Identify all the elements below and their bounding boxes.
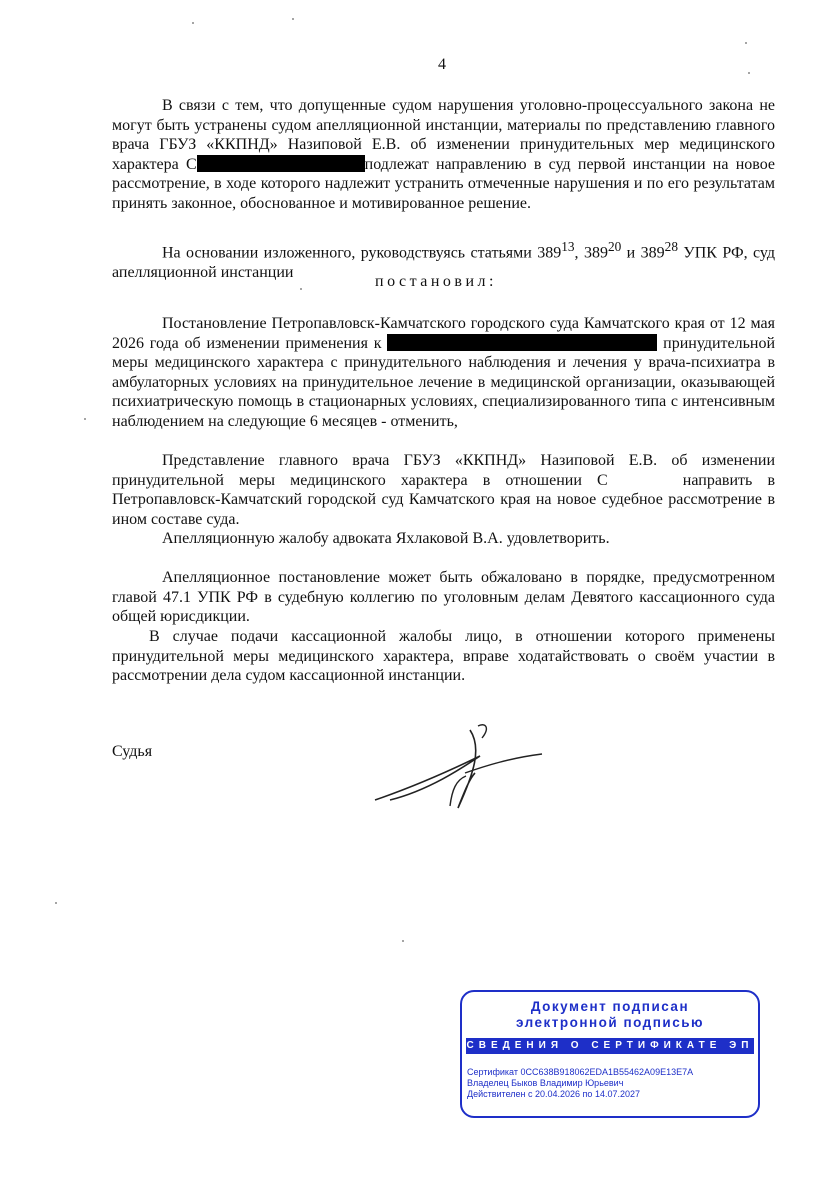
paragraph-cassation: В случае подачи кассационной жалобы лицо, в отношении которого применены принудительной меры медицинского характера, вправе ходатайствовать о своём участии в рассмотрении дела судом кассационной инстанции.: [112, 628, 775, 684]
article-sup-2: 20: [607, 239, 622, 254]
scan-speck: [292, 18, 294, 20]
judge-label: Судья: [112, 743, 153, 760]
cancel-text-1: Постановление Петропавловск-Камчатского городского суда Камчатского края от 12 мая 2026 года об изменении применения к: [112, 315, 775, 352]
scan-speck: [748, 72, 750, 74]
grounds-text-3: и 389: [621, 244, 665, 262]
paragraph-cancel: [112, 314, 775, 431]
article-sup-1: 13: [561, 239, 575, 254]
article-sup-3: 28: [664, 239, 678, 254]
paragraph-submission: [112, 451, 775, 529]
cancel-text-2: принудительной меры медицинского характера с принудительного наблюдения и лечения у врача-психиатра в амбулаторных условиях на принудительное лечение в медицинской организации, оказывающей психиатрическую помощь в стационарных условиях, специализированного типа с интенсивным наблюдением на следующие 6 месяцев - отменить,: [112, 334, 776, 430]
stamp-owner: Владелец Быков Владимир Юрьевич: [467, 1078, 624, 1088]
scan-speck: [402, 940, 404, 942]
submission-text-1: Представление главного врача ГБУЗ «ККПНД» Назиповой Е.В. об изменении принудительной меры медицинского характера в отношении С: [112, 452, 775, 489]
stamp-validity: Действителен с 20.04.2026 по 14.07.2027: [467, 1089, 640, 1099]
scan-speck: [55, 902, 57, 904]
scan-speck: [300, 288, 302, 290]
redaction-block: [197, 155, 365, 172]
page-number: 4: [438, 56, 446, 73]
paragraph-reasons: [112, 96, 775, 213]
paragraph-appeal-right: Апелляционное постановление может быть обжаловано в порядке, предусмотренном главой 47.1 УПК РФ в судебную коллегию по уголовным делам Девятого кассационного суда общей юрисдикции.: [112, 569, 775, 625]
decision-heading: постановил:: [375, 273, 497, 290]
paragraph-reasons-part1: В связи с тем, что допущенные судом нарушения уголовно-процессуального закона не могут быть устранены судом апелляционной инстанции, материалы по представлению главного врача ГБУЗ «ККПНД» Назиповой Е.В. об изменении принудительных мер медицинского характера С: [112, 97, 775, 173]
paragraph-appeal: Апелляционную жалобу адвоката Яхлаковой В.А. удовлетворить.: [162, 530, 610, 547]
grounds-text-4: УПК РФ, суд апелляционной инстанции: [112, 244, 776, 281]
redaction-block: [387, 334, 657, 351]
scan-speck: [84, 418, 86, 420]
stamp-title-line1: Документ подписан: [530, 999, 690, 1014]
stamp-certificate-bar: СВЕДЕНИЯ О СЕРТИФИКАТЕ ЭП: [466, 1038, 754, 1054]
submission-text-2: направить в Петропавловск-Камчатский городской суд Камчатского края на новое судебное рассмотрение в ином составе суда.: [112, 471, 775, 528]
stamp-title-line2: электронной подписью: [515, 1015, 705, 1030]
grounds-text-1: На основании изложенного, руководствуясь статьями 389: [162, 244, 562, 262]
paragraph-reasons-part2: подлежат направлению в суд первой инстанции на новое рассмотрение, в ходе которого надлежит устранить отмеченные нарушения и по его результатам принять законное, обоснованное и мотивированное решение.: [112, 155, 776, 212]
electronic-signature-stamp: [460, 990, 760, 1118]
scan-speck: [745, 42, 747, 44]
stamp-certificate-id: Сертификат 0CC638B918062EDA1B55462A09E13E7A: [467, 1067, 694, 1077]
grounds-text-2: , 389: [574, 244, 608, 262]
scan-speck: [192, 22, 194, 24]
judge-signature: [370, 718, 550, 818]
